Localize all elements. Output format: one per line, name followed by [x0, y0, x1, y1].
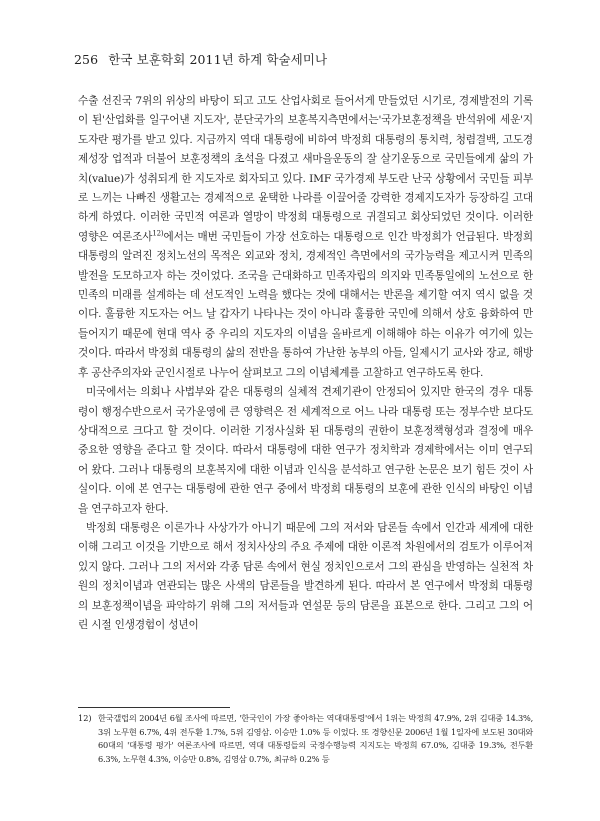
footnote-text: 한국갤럽의 2004년 6월 조사에 따르면, '한국인이 가장 좋아하는 역대대통령'에서 1위는 박정희 47.9%, 2위 김대중 14.3%, 3위 노무현 6.7%, 4위 전두환 1.7%, 5위 김영삼. 이승만 1.0% 등 이었다. 또 경향신문 2006년 1월 1일자에 보도된 30대와 60대의 '대통령 평가' 여론조사에 따르면, 역대 대통령들의 국정수행능력 지지도는 박정희 67.0%, 김대중 19.3%, 전두환 6.3%, 노무현 4.3%, 이승만 0.8%, 김영삼 0.7%, 최규하 0.2% 등	[98, 713, 533, 764]
paragraph-3-text: 박정희 대통령은 이론가나 사상가가 아니기 때문에 그의 저서와 담론들 속에서 인간과 세계에 대한 이해 그리고 이것을 기반으로 해서 정치사상의 주요 주제에 대한 이론적 차원에서의 검토가 이루어져 있지 않다. 그러나 그의 저서와 각종 담론 속에서 현실 정치인으로서 그의 관심을 반영하는 실천적 차원의 정치이념과 연관되는 많은 사색의 담론들을 발견하게 된다. 따라서 본 연구에서 박정희 대통령의 보훈정책이념을 파악하기 위해 그의 저서들과 연설문 등의 담론을 표본으로 한다. 그리고 그의 어린 시절 인생경험이 성년이	[78, 521, 533, 631]
paragraph-3	[78, 519, 533, 635]
page-number: 256	[74, 52, 99, 67]
paragraph-2	[78, 383, 533, 519]
footnote	[78, 712, 533, 766]
paragraph-2-text: 미국에서는 의회나 사법부와 같은 대통령의 실체적 견제기관이 안정되어 있지만 한국의 경우 대통령이 행정수반으로서 국가운영에 큰 영향력은 전 세계적으로 어느 나라 대통령 또는 정부수반 보다도 상대적으로 크다고 할 것이다. 이러한 기정사실화 된 대통령의 권한이 보훈정책형성과 결정에 매우 중요한 영향을 준다고 할 것이다. 따라서 대통령에 대한 연구가 정치학과 경제학에서는 이미 연구되어 왔다. 그러나 대통령의 보훈복지에 대한 이념과 인식을 분석하고 연구한 논문은 보기 힘든 것이 사실이다. 이에 본 연구는 대통령에 관한 연구 중에서 박정희 대통령의 보훈에 관한 인식의 바탕인 이념을 연구하고자 한다.	[78, 386, 533, 515]
paragraph-1	[78, 92, 533, 383]
running-header	[74, 50, 333, 68]
footnote-ref-12[interactable]: 12)	[152, 229, 164, 238]
footnote-number: 12)	[78, 713, 92, 723]
body-text	[78, 92, 533, 635]
footnote-divider	[78, 707, 230, 708]
running-title: 한국 보훈학회 2011년 하계 학술세미나	[108, 52, 328, 67]
paragraph-1-tail: 에서는 매번 국민들이 가장 선호하는 대통령으로 인간 박정희가 언급된다. 박정희 대통령의 알려진 정치노선의 목적은 외교와 정치, 경제적인 측면에서의 국가능력을 제고시켜 민족의 발전을 도모하고자 하는 것이었다. 조국을 근대화하고 민족자립의 의지와 민족통일에의 노선으로 한민족의 미래를 설계하는 데 선도적인 노력을 했다는 것에 대해서는 반론을 제기할 여지 역시 없을 것이다. 훌륭한 지도자는 어느 날 갑자기 나타나는 것이 아니라 훌륭한 국민에 의해서 상호 융화하여 만들어지기 때문에 현대 역사 중 우리의 지도자의 이념을 올바르게 이해해야 하는 이유가 여기에 있는 것이다. 따라서 박정희 대통령의 삶의 전반을 통하여 가난한 농부의 아들, 일제시기 교사와 장교, 해방 후 공산주의자와 군인시절로 나누어 살펴보고 그의 이념체계를 고찰하고 연구하도록 한다.	[78, 230, 533, 379]
paragraph-1-text: 수출 선진국 7위의 위상의 바탕이 되고 고도 산업사회로 들어서게 만들었던 시기로, 경제발전의 기록이 된'산업화를 일구어낸 지도자', 분단국가의 보훈복지측면에서는'국가보훈정책을 반석위에 세운'지도자란 평가를 받고 있다. 지금까지 역대 대통령에 비하여 박정희 대통령의 통치력, 청렴결백, 고도경제성장 업적과 더불어 보훈정책의 초석을 다졌고 새마을운동의 잘 살기운동으로 국민들에게 삶의 가치(value)가 성취되게 한 지도자로 회자되고 있다. IMF 국가경제 부도란 난국 상황에서 국민들 피부로 느끼는 나빠진 생활고는 경제적으로 윤택한 나라를 이끌어줄 강력한 경제지도자가 등장하길 고대하게 하였다. 이러한 국민적 여론과 열망이 박정희 대통령으로 귀결되고 회상되었던 것이다. 이러한 영향은 여론조사	[78, 95, 533, 243]
